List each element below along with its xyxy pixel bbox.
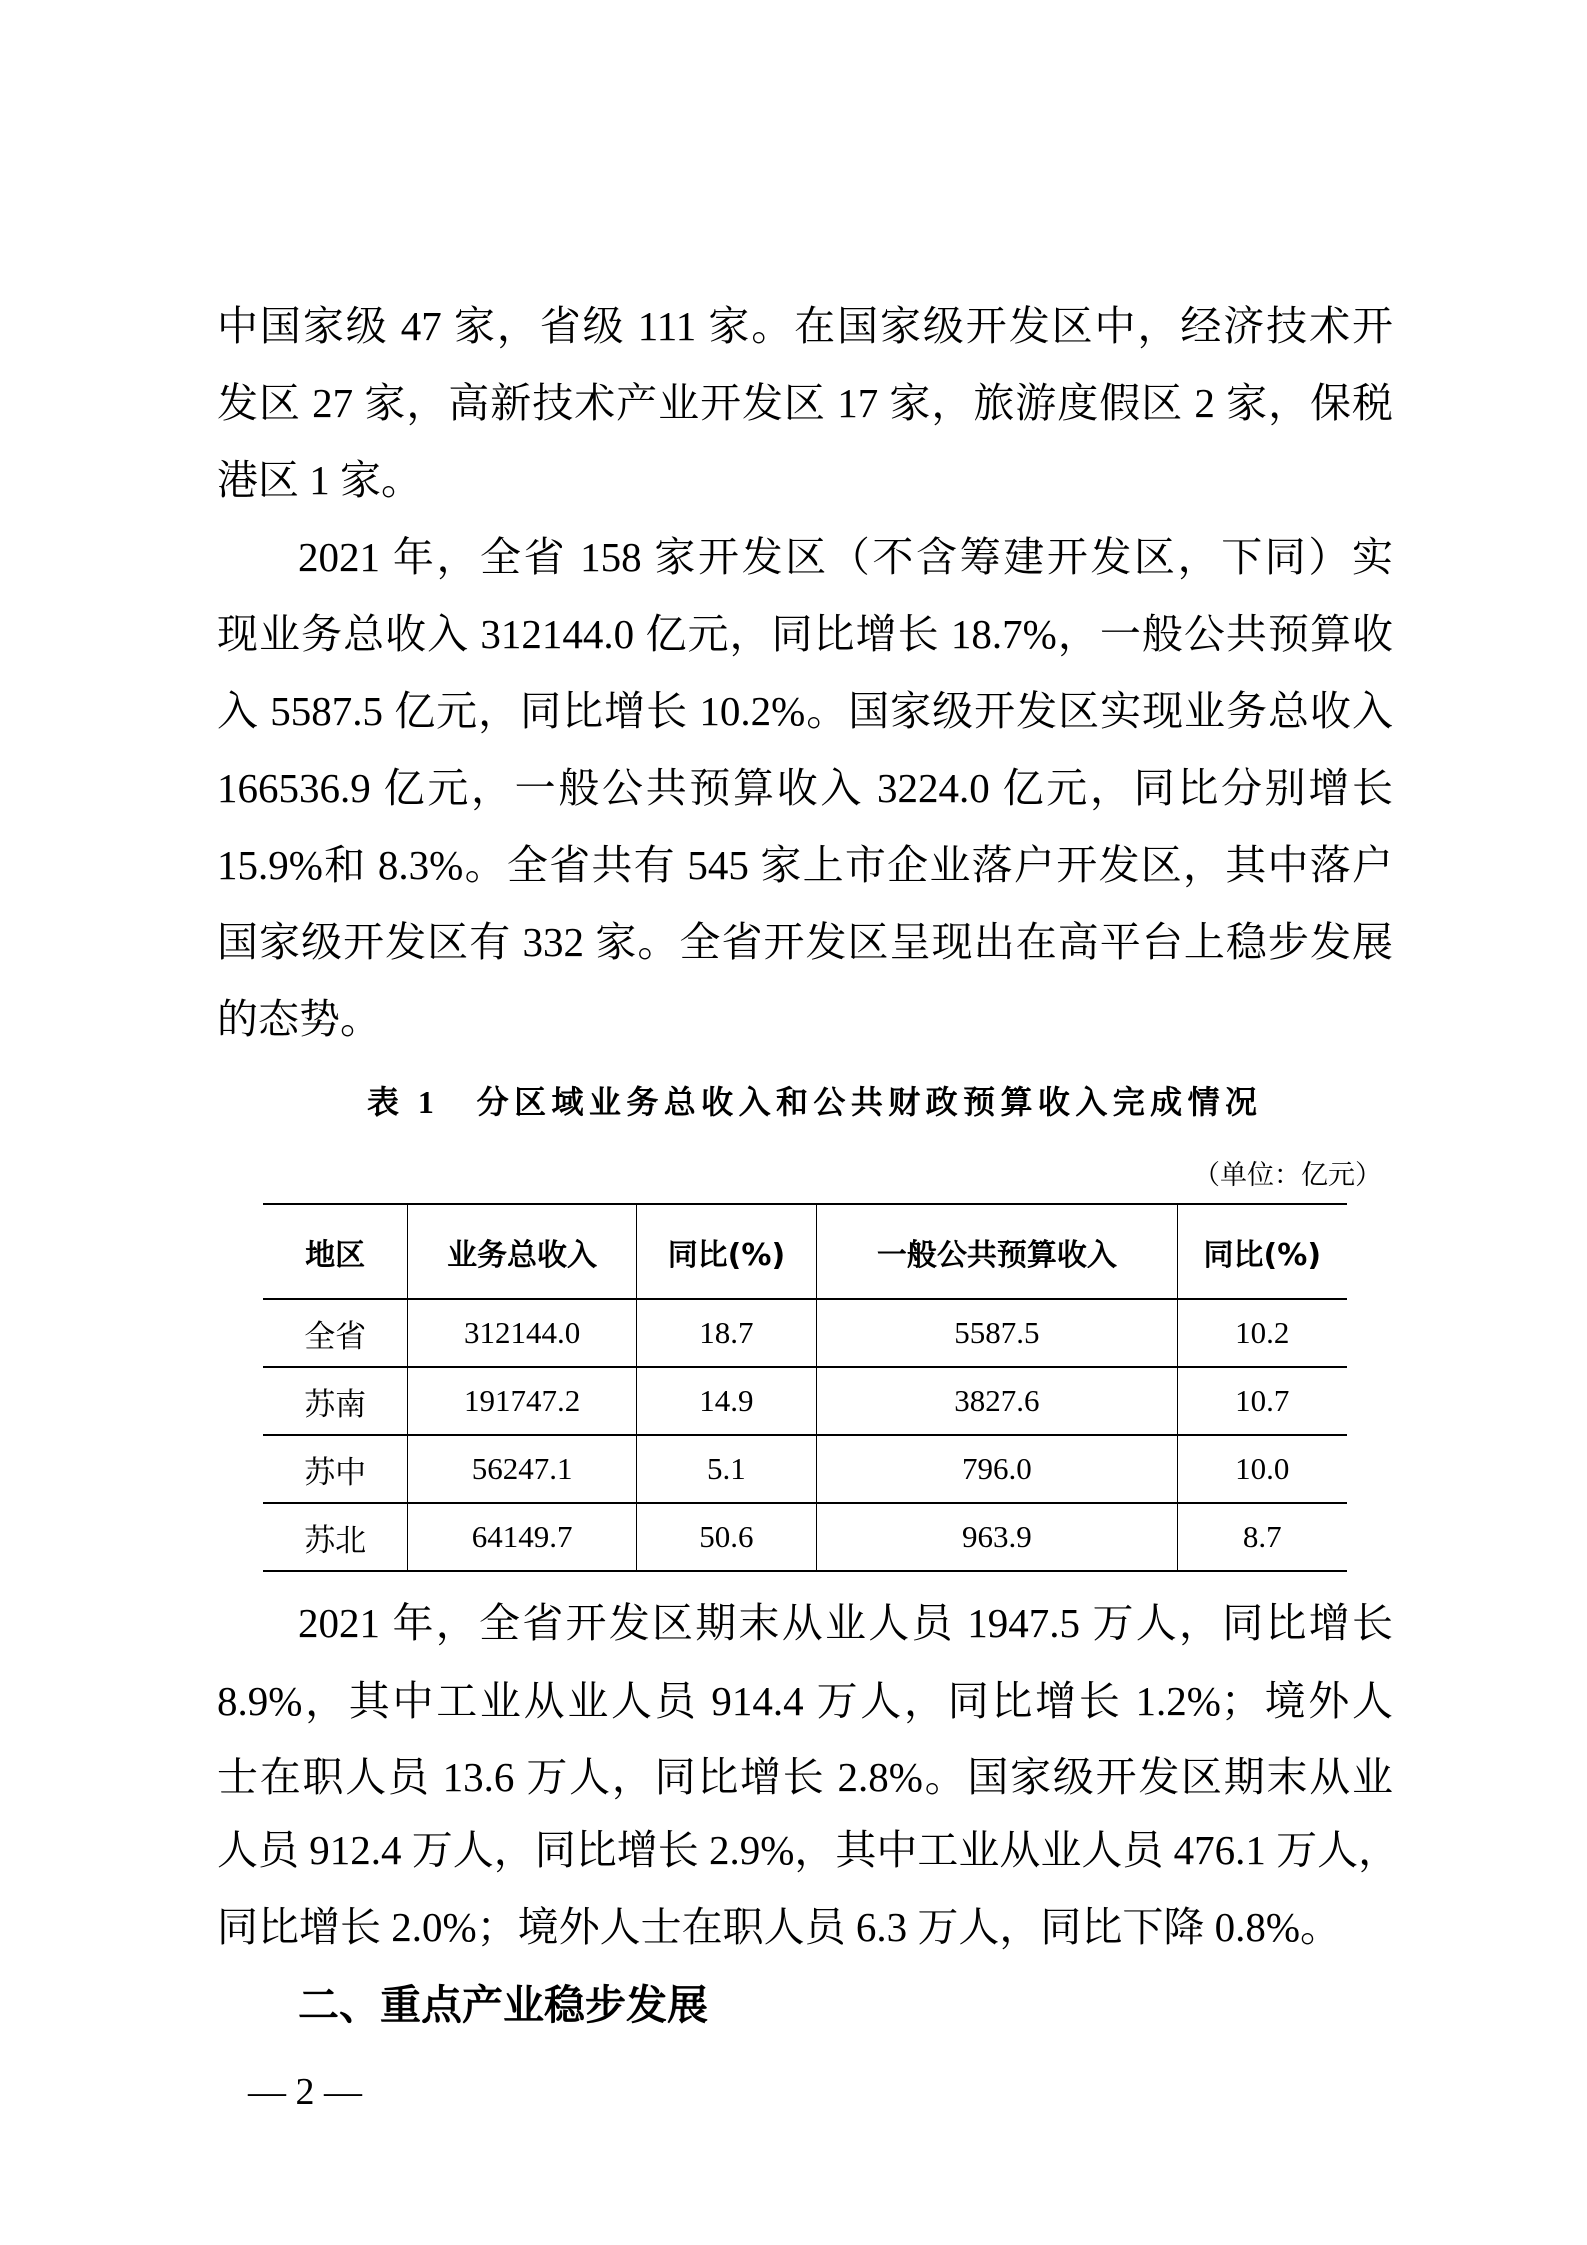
paragraph-line: 15.9%和 8.3%。全省共有 545 家上市企业落户开发区，其中落户 bbox=[217, 842, 1393, 888]
column-header-yoy: 同比(%) bbox=[636, 1204, 816, 1299]
paragraph-line: 港区 1 家。 bbox=[217, 457, 422, 503]
cell-budget-yoy: 10.0 bbox=[1177, 1435, 1347, 1503]
cell-total-revenue: 191747.2 bbox=[408, 1367, 636, 1435]
cell-yoy: 5.1 bbox=[636, 1435, 816, 1503]
cell-region: 苏北 bbox=[304, 1522, 367, 1558]
cell-total-revenue: 64149.7 bbox=[408, 1503, 636, 1571]
cell-total-revenue: 56247.1 bbox=[408, 1435, 636, 1503]
paragraph-line: 2021 年，全省 158 家开发区（不含筹建开发区，下同）实 bbox=[298, 534, 1393, 580]
cell-budget-revenue: 3827.6 bbox=[817, 1367, 1178, 1435]
cell-region: 全省 bbox=[304, 1318, 367, 1354]
cell-budget-yoy: 10.7 bbox=[1177, 1367, 1347, 1435]
paragraph-line: 人员 912.4 万人，同比增长 2.9%，其中工业从业人员 476.1 万人， bbox=[217, 1827, 1400, 1873]
paragraph-line: 士在职人员 13.6 万人，同比增长 2.8%。国家级开发区期末从业 bbox=[217, 1754, 1393, 1800]
paragraph-line: 中国家级 47 家，省级 111 家。在国家级开发区中，经济技术开 bbox=[217, 303, 1393, 349]
cell-region: 苏中 bbox=[304, 1454, 367, 1490]
cell-yoy: 18.7 bbox=[636, 1299, 816, 1367]
cell-yoy: 50.6 bbox=[636, 1503, 816, 1571]
paragraph-line: 同比增长 2.0%；境外人士在职人员 6.3 万人，同比下降 0.8%。 bbox=[217, 1904, 1342, 1950]
cell-region: 苏南 bbox=[304, 1386, 367, 1422]
table-header-row bbox=[263, 1204, 1347, 1299]
paragraph-line: 入 5587.5 亿元，同比增长 10.2%。国家级开发区实现业务总收入 bbox=[217, 688, 1393, 734]
table-row bbox=[263, 1299, 1347, 1367]
table-row bbox=[263, 1503, 1347, 1571]
cell-budget-revenue: 796.0 bbox=[817, 1435, 1178, 1503]
paragraph-line: 现业务总收入 312144.0 亿元，同比增长 18.7%，一般公共预算收 bbox=[217, 611, 1393, 657]
paragraph-line: 2021 年，全省开发区期末从业人员 1947.5 万人，同比增长 bbox=[298, 1600, 1393, 1646]
table-caption: 表 1 分区域业务总收入和公共财政预算收入完成情况 bbox=[367, 1084, 1257, 1120]
section-heading: 二、重点产业稳步发展 bbox=[298, 1981, 708, 2029]
paragraph-line: 的态势。 bbox=[217, 996, 381, 1042]
column-header-budget-yoy: 同比(%) bbox=[1177, 1204, 1347, 1299]
cell-budget-revenue: 5587.5 bbox=[817, 1299, 1178, 1367]
paragraph-line: 国家级开发区有 332 家。全省开发区呈现出在高平台上稳步发展 bbox=[217, 919, 1393, 965]
cell-budget-revenue: 963.9 bbox=[817, 1503, 1178, 1571]
column-header-budget-revenue: 一般公共预算收入 bbox=[817, 1204, 1178, 1299]
table-unit: （单位：亿元） bbox=[1193, 1160, 1382, 1190]
page-number: — 2 — bbox=[248, 2071, 362, 2113]
cell-budget-yoy: 10.2 bbox=[1177, 1299, 1347, 1367]
column-header-total-revenue: 业务总收入 bbox=[408, 1204, 636, 1299]
table-row bbox=[263, 1435, 1347, 1503]
column-header-region: 地区 bbox=[305, 1237, 366, 1273]
paragraph-line: 166536.9 亿元，一般公共预算收入 3224.0 亿元，同比分别增长 bbox=[217, 765, 1393, 811]
paragraph-line: 8.9%，其中工业从业人员 914.4 万人，同比增长 1.2%；境外人 bbox=[217, 1678, 1393, 1724]
cell-yoy: 14.9 bbox=[636, 1367, 816, 1435]
paragraph-line: 发区 27 家，高新技术产业开发区 17 家，旅游度假区 2 家，保税 bbox=[217, 380, 1393, 426]
revenue-table bbox=[263, 1203, 1347, 1572]
cell-budget-yoy: 8.7 bbox=[1177, 1503, 1347, 1571]
cell-total-revenue: 312144.0 bbox=[408, 1299, 636, 1367]
table-row bbox=[263, 1367, 1347, 1435]
